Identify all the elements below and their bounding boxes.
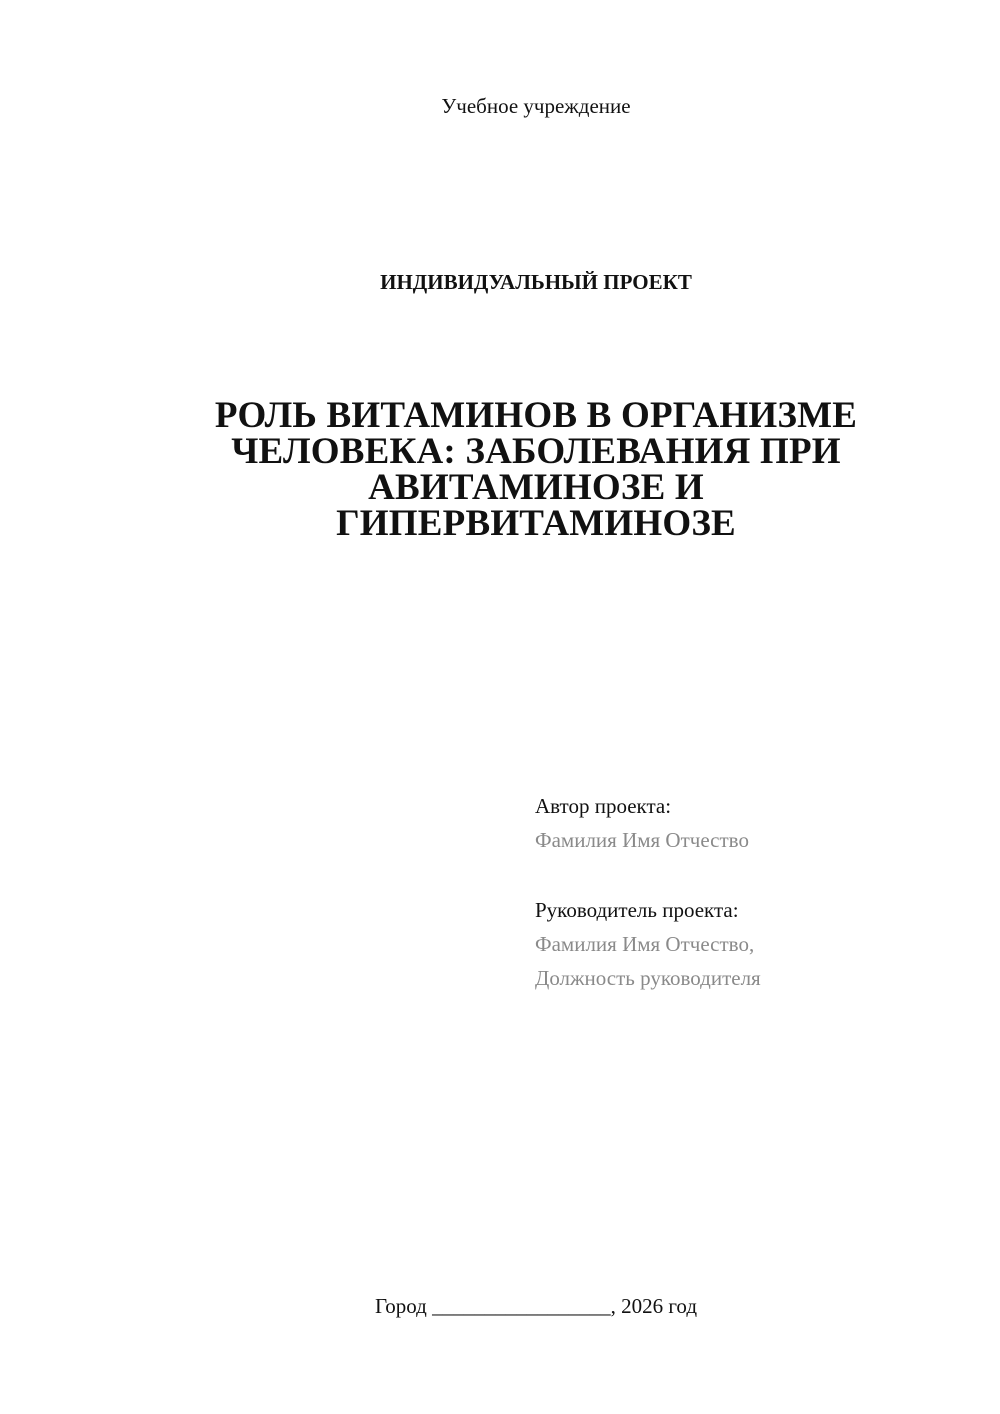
project-title-line: ГИПЕРВИТАМИНОЗЕ bbox=[336, 503, 736, 544]
credits-block bbox=[535, 789, 975, 995]
project-title bbox=[136, 395, 936, 544]
supervisor-name-placeholder: Фамилия Имя Отчество, bbox=[535, 932, 755, 956]
author-label: Автор проекта: bbox=[535, 794, 672, 818]
author-name-placeholder: Фамилия Имя Отчество bbox=[535, 828, 749, 852]
supervisor-position-placeholder: Должность руководителя bbox=[535, 966, 761, 990]
project-title-line: РОЛЬ ВИТАМИНОВ В ОРГАНИЗМЕ bbox=[214, 395, 858, 436]
document-type-heading: ИНДИВИДУАЛЬНЫЙ ПРОЕКТ bbox=[380, 270, 692, 294]
project-title-line: ЧЕЛОВЕКА: ЗАБОЛЕВАНИЯ ПРИ bbox=[231, 431, 841, 472]
institution-name: Учебное учреждение bbox=[441, 94, 631, 118]
project-title-line: АВИТАМИНОЗЕ И bbox=[368, 467, 704, 508]
city-year-line: Город _________________, 2026 год bbox=[374, 1294, 698, 1318]
supervisor-label: Руководитель проекта: bbox=[535, 898, 739, 922]
